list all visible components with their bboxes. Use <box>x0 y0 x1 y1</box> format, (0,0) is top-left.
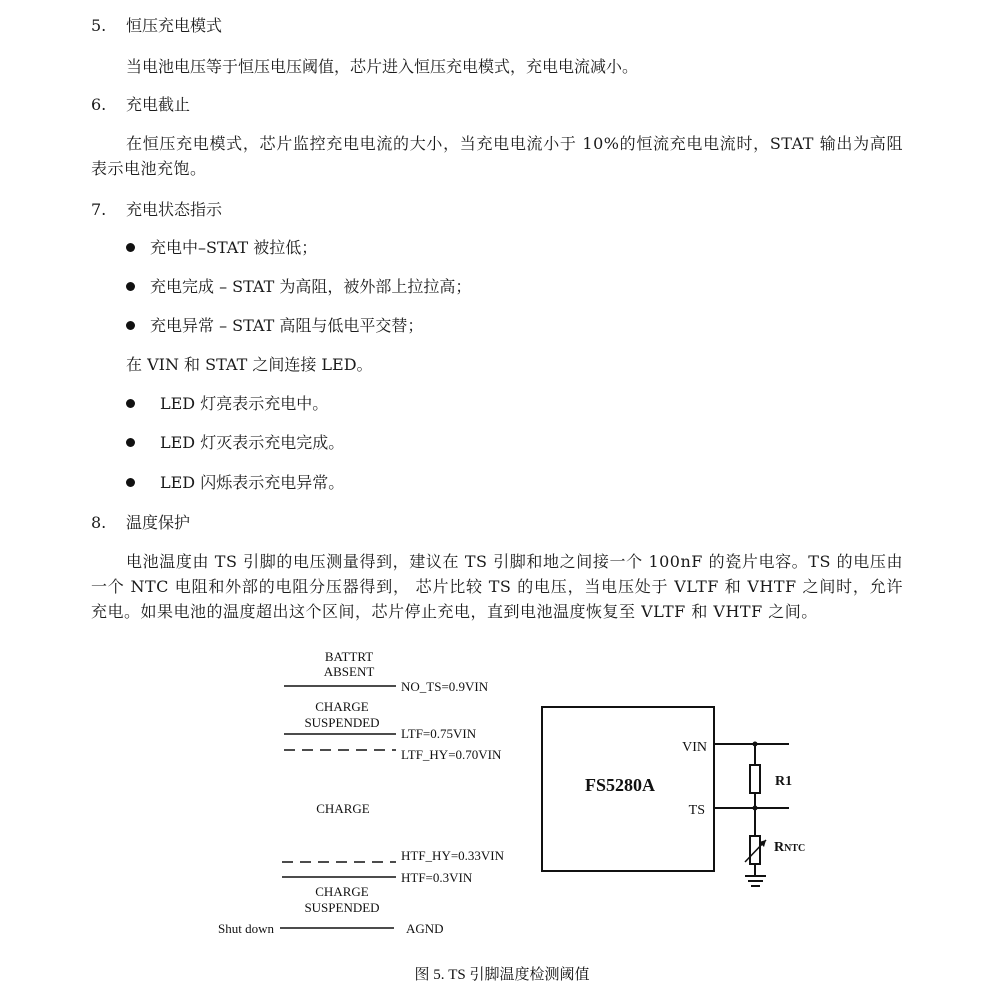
zone-label-absent-1: BATTRT <box>324 649 374 664</box>
rntc-label-sub: NTC <box>784 843 806 854</box>
zone-label-charge: CHARGE <box>316 801 370 816</box>
zone-label-suspended-bottom-2: SUSPENDED <box>304 900 380 915</box>
ntc-resistor <box>750 836 760 864</box>
section-number: 8. <box>91 513 107 532</box>
section-title: 恒压充电模式 <box>126 16 223 35</box>
pin-vin-label: VIN <box>682 740 707 755</box>
section-8-body: 电池温度由 TS 引脚的电压测量得到，建议在 TS 引脚和地之间接一个 100nF 的瓷片电容。TS 的电压由一个 NTC 电阻和外部的电阻分压器得到， 芯片比较 TS 的电压，当电压处于 VLTF 和 VHTF 之间时，允许充电。如果电池的温度超出这个区间，芯片停止充电，直到电池温度恢复至 VLTF 和 VHTF 之间。 <box>91 552 903 621</box>
section-number: 6. <box>91 95 107 114</box>
zone-label-absent-2: ABSENT <box>323 664 375 679</box>
no-ts-label: NO_TS=0.9VIN <box>401 679 489 694</box>
r1-label: R1 <box>775 774 793 789</box>
status-bullet-item: 充电异常 – STAT 高阻与低电平交替； <box>150 316 424 335</box>
chip-name: FS5280A <box>584 775 656 795</box>
section-5-body: 当电池电压等于恒压电压阈值，芯片进入恒压充电模式，充电电流减小。 <box>126 57 639 76</box>
rntc-label <box>774 840 805 855</box>
pin-ts-label: TS <box>688 803 705 818</box>
section-number: 7. <box>91 200 107 219</box>
r1-resistor <box>750 765 760 793</box>
htf-hy-label: HTF_HY=0.33VIN <box>401 848 505 863</box>
rntc-label-main: R <box>774 840 785 855</box>
led-bullet-item: LED 灯亮表示充电中。 <box>160 394 329 413</box>
section-title: 充电状态指示 <box>126 200 223 219</box>
shutdown-label: Shut down <box>218 921 274 936</box>
figure-caption: 图 5. TS 引脚温度检测阈值 <box>414 967 590 983</box>
section-number: 5. <box>91 16 107 35</box>
led-bullet-item: LED 灯灭表示充电完成。 <box>160 433 345 452</box>
section-7-middle-text: 在 VIN 和 STAT 之间连接 LED。 <box>126 355 373 374</box>
zone-label-suspended-top-1: CHARGE <box>315 699 369 714</box>
htf-label: HTF=0.3VIN <box>401 870 473 885</box>
ltf-label: LTF=0.75VIN <box>401 726 477 741</box>
section-6-body: 在恒压充电模式，芯片监控充电电流的大小，当充电电流小于 10%的恒流充电电流时，STAT 输出为高阻表示电池充饱。 <box>91 134 903 178</box>
zone-label-suspended-bottom-1: CHARGE <box>315 884 369 899</box>
ltf-hy-label: LTF_HY=0.70VIN <box>401 747 502 762</box>
led-bullet-item: LED 闪烁表示充电异常。 <box>160 473 345 492</box>
section-title: 温度保护 <box>126 513 191 532</box>
status-bullet-item: 充电中–STAT 被拉低； <box>150 238 318 257</box>
zone-label-suspended-top-2: SUSPENDED <box>304 715 380 730</box>
section-title: 充电截止 <box>126 95 191 114</box>
status-bullet-item: 充电完成 – STAT 为高阻，被外部上拉拉高； <box>150 277 472 296</box>
agnd-label: AGND <box>406 921 444 936</box>
